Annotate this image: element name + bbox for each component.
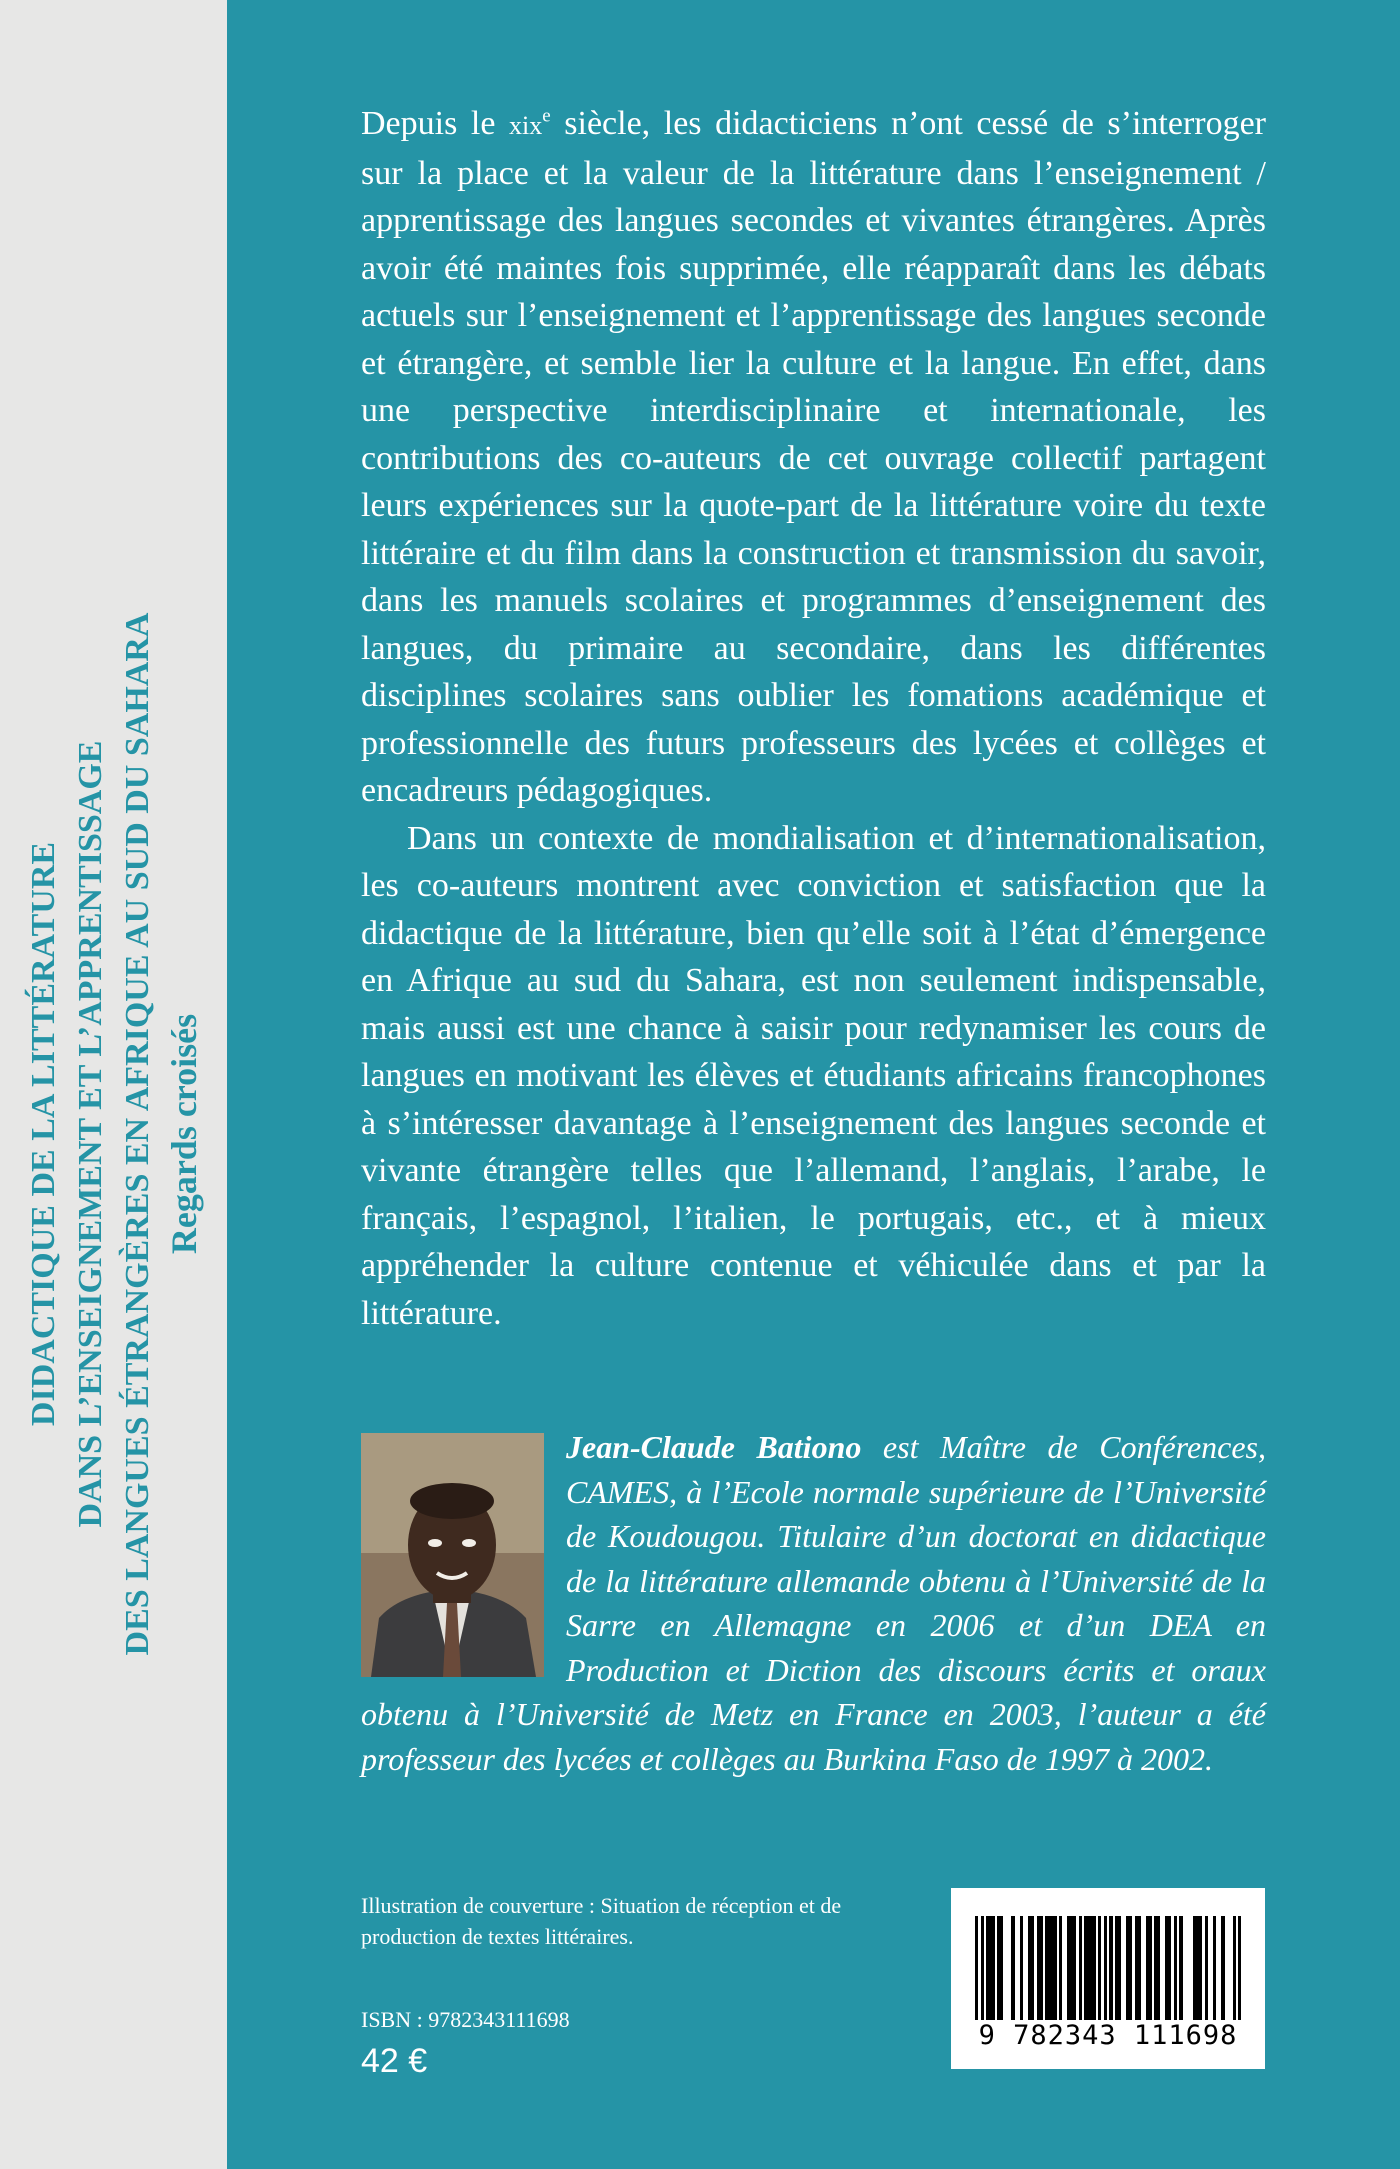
barcode-digits: 9 782343 111698 xyxy=(978,2020,1238,2051)
spine-title-line-2: DANS L’ENSEIGNEMENT ET L’APPRENTISSAGE xyxy=(72,740,109,1528)
book-spine xyxy=(0,0,227,2169)
blurb-paragraph-1: Depuis le xix$^e$ siècle, les didacticiens n’ont cessé de s’interroger sur la place et la valeur de la littérature dans l’enseignement / apprentissage des langues secondes et vivantes étrangères. Après avoir été maintes fois supprimée, elle réapparaît dans les débats actuels sur l’enseignement et l’apprentissage des langues seconde et étrangère, et semble lier la culture et la langue. En effet, dans une perspective interdisciplinaire et internationale, les contributions des co-auteurs de cet ouvrage collectif partagent leurs expériences sur la quote-part de la littérature voire du texte littéraire et du film dans la construction et transmission du savoir, dans les manuels scolaires et programmes d’enseignement des langues, du primaire au secondaire, dans les différentes disciplines scolaires sans oublier les fomations académique et professionnelle des futurs professeurs des lycées et collèges et encadreurs pédagogiques. xyxy=(361,105,1267,809)
price: 42 € xyxy=(361,2042,428,2080)
barcode-bar xyxy=(1109,1916,1112,2020)
author-bio xyxy=(361,1425,1266,1781)
barcode-bar xyxy=(1098,1916,1101,2020)
barcode-bar xyxy=(1118,1916,1121,2020)
barcode-bar xyxy=(992,1916,995,2020)
barcode-bar xyxy=(1168,1916,1171,2020)
blurb-paragraph-2: Dans un contexte de mondialisation et d’internationalisation, les co-auteurs montrent avec conviction et satisfaction que la didactique de la littérature, bien qu’elle soit à l’état d’émergence en Afrique au sud du Sahara, est non seulement indispensable, mais aussi est une chance à saisir pour redynamiser les cours de langues en motivant les élèves et étudiants africains francophones à s’intéresser davantage à l’enseignement des langues seconde et vivante étrangère telles que l’allemand, l’anglais, l’arabe, le français, l’espagnol, l’italien, le portugais, etc., et à mieux appréhender la culture contenue et véhiculée dans et par la littérature. xyxy=(361,819,1266,1332)
author-text: Jean-Claude Bationo est Maître de Conférences, CAMES, à l’Ecole normale supérieure de l’Université de Koudougou. Titulaire d’un doctorat en didactique de la littérature allemande obtenu à l’Université de la Sarre en Allemagne en 2006 et d’un DEA en Production et Diction des discours écrits et oraux obtenu à l’Université de Metz en France en 2003, l’auteur a été professeur des lycées et collèges au Burkina Faso de 1997 à 2002. xyxy=(361,1429,1267,1777)
barcode-bar xyxy=(1104,1916,1107,2020)
barcode-bar xyxy=(1199,1916,1202,2020)
barcode-bar xyxy=(1213,1916,1216,2020)
barcode xyxy=(951,1888,1265,2069)
barcode-bar xyxy=(1149,1916,1152,2020)
barcode-bar xyxy=(1137,1916,1140,2020)
barcode-bar xyxy=(1073,1916,1076,2020)
barcode-bar xyxy=(1174,1916,1177,2020)
spine-title-line-3: DES LANGUES ÉTRANGÈRES EN AFRIQUE AU SUD DU SAHARA xyxy=(119,612,156,1656)
blurb xyxy=(361,100,1266,1337)
barcode-bar xyxy=(1221,1916,1224,2020)
barcode-bar xyxy=(1093,1916,1096,2020)
spine-title-line-1: DIDACTIQUE DE LA LITTÉRATURE xyxy=(25,841,62,1427)
barcode-bar xyxy=(1020,1916,1023,2020)
barcode-bar xyxy=(1129,1916,1132,2020)
barcode-bar xyxy=(981,1916,984,2020)
barcode-bar xyxy=(1157,1916,1160,2020)
isbn: ISBN : 9782343111698 xyxy=(361,2007,570,2032)
barcode-bar xyxy=(1000,1916,1003,2020)
barcode-bar xyxy=(1179,1916,1182,2020)
barcode-bar xyxy=(1205,1916,1208,2020)
barcode-bar xyxy=(1238,1916,1241,2020)
spine-subtitle: Regards croisés xyxy=(164,1013,204,1255)
barcode-bar xyxy=(1039,1916,1042,2020)
barcode-bar xyxy=(1059,1916,1062,2020)
barcode-bar xyxy=(1031,1916,1034,2020)
barcode-bars xyxy=(975,1916,1241,2020)
barcode-bar xyxy=(1011,1916,1014,2020)
barcode-bar xyxy=(1079,1916,1082,2020)
author-name: Jean-Claude Bationo xyxy=(566,1429,862,1465)
barcode-bar xyxy=(1233,1916,1236,2020)
cover-illustration-credit: Illustration de couverture : Situation de réception et de production de textes littéraires. xyxy=(361,1893,842,1949)
author-photo xyxy=(361,1433,544,1677)
barcode-bar xyxy=(1053,1916,1056,2020)
barcode-bar xyxy=(975,1916,978,2020)
spine-title xyxy=(20,334,208,1934)
